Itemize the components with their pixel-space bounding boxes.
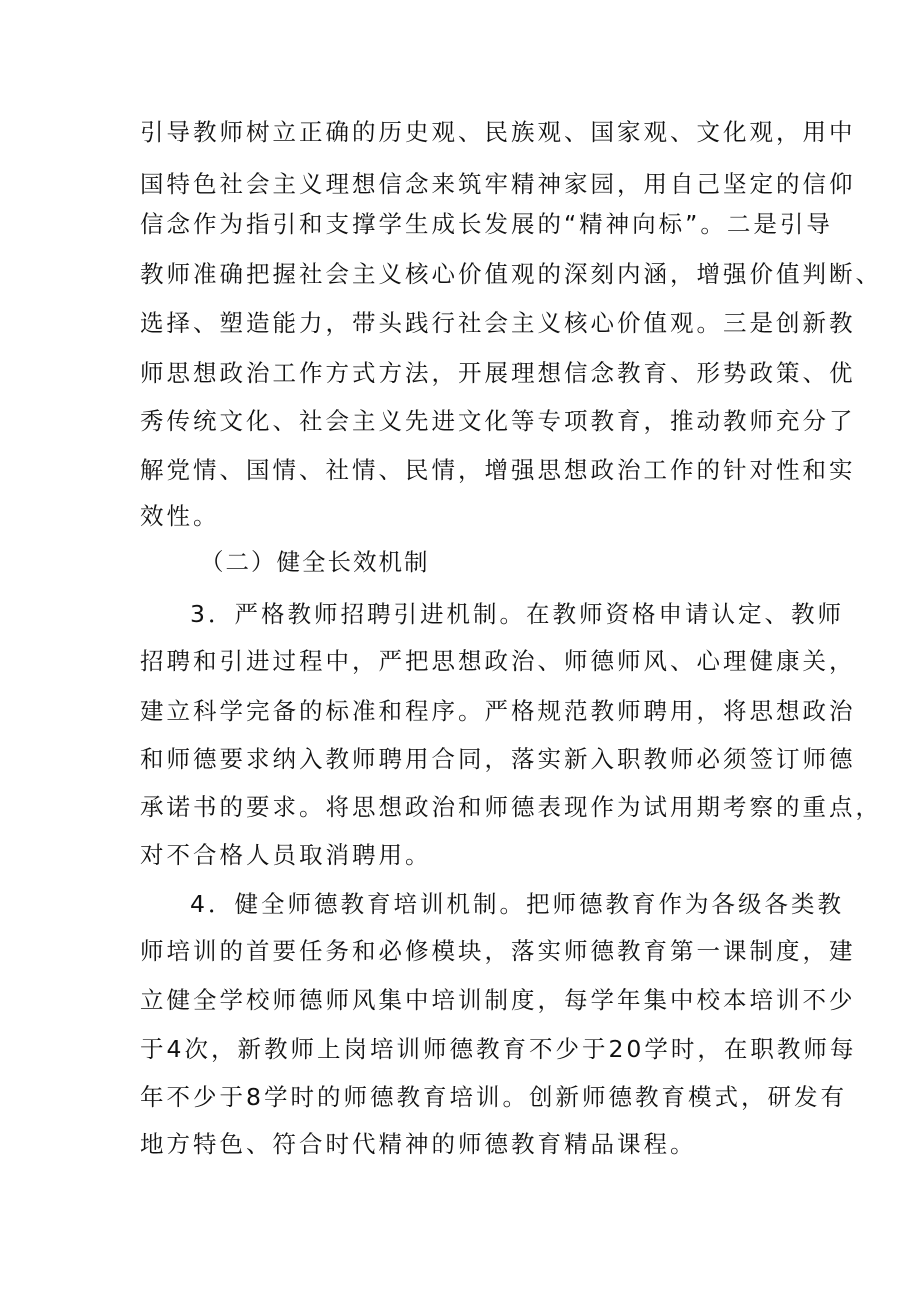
text-line: 国特色社会主义理想信念来筑牢精神家园，用自己坚定的信仰 bbox=[140, 170, 856, 198]
text-line: 引导教师树立正确的历史观、民族观、国家观、文化观，用中 bbox=[140, 118, 856, 146]
text-line: 效性。 bbox=[140, 502, 220, 530]
text-line: 建立科学完备的标准和程序。严格规范教师聘用，将思想政治 bbox=[140, 697, 856, 725]
text-line: 信念作为指引和支撑学生成长发展的“精神向标”。二是引导 bbox=[140, 210, 833, 238]
text-line: 对不合格人员取消聘用。 bbox=[140, 841, 432, 869]
text-line: 师培训的首要任务和必修模块，落实师德教育第一课制度，建 bbox=[140, 937, 856, 965]
text-line: 4．健全师德教育培训机制。把师德教育作为各级各类教 bbox=[190, 890, 844, 918]
text-line: 3．严格教师招聘引进机制。在教师资格申请认定、教师 bbox=[190, 600, 844, 628]
section-heading: （二）健全长效机制 bbox=[200, 548, 430, 576]
text-line: 年不少于8学时的师德教育培训。创新师德教育模式，研发有 bbox=[140, 1083, 847, 1111]
text-line: 选择、塑造能力，带头践行社会主义核心价值观。三是创新教 bbox=[140, 309, 856, 337]
text-line: 解党情、国情、社情、民情，增强思想政治工作的针对性和实 bbox=[140, 456, 856, 484]
text-line: 教师准确把握社会主义核心价值观的深刻内涵，增强价值判断、 bbox=[140, 260, 882, 288]
text-line: 于4次，新教师上岗培训师德教育不少于20学时，在职教师每 bbox=[140, 1035, 857, 1063]
text-line: 招聘和引进过程中，严把思想政治、师德师风、心理健康关， bbox=[140, 647, 856, 675]
text-line: 立健全学校师德师风集中培训制度，每学年集中校本培训不少 bbox=[140, 986, 856, 1014]
text-line: 秀传统文化、社会主义先进文化等专项教育，推动教师充分了 bbox=[140, 407, 856, 435]
text-line: 师思想政治工作方式方法，开展理想信念教育、形势政策、优 bbox=[140, 359, 856, 387]
text-line: 和师德要求纳入教师聘用合同，落实新入职教师必须签订师德 bbox=[140, 745, 856, 773]
text-line: 承诺书的要求。将思想政治和师德表现作为试用期考察的重点， bbox=[140, 793, 882, 821]
text-line: 地方特色、符合时代精神的师德教育精品课程。 bbox=[140, 1130, 697, 1158]
